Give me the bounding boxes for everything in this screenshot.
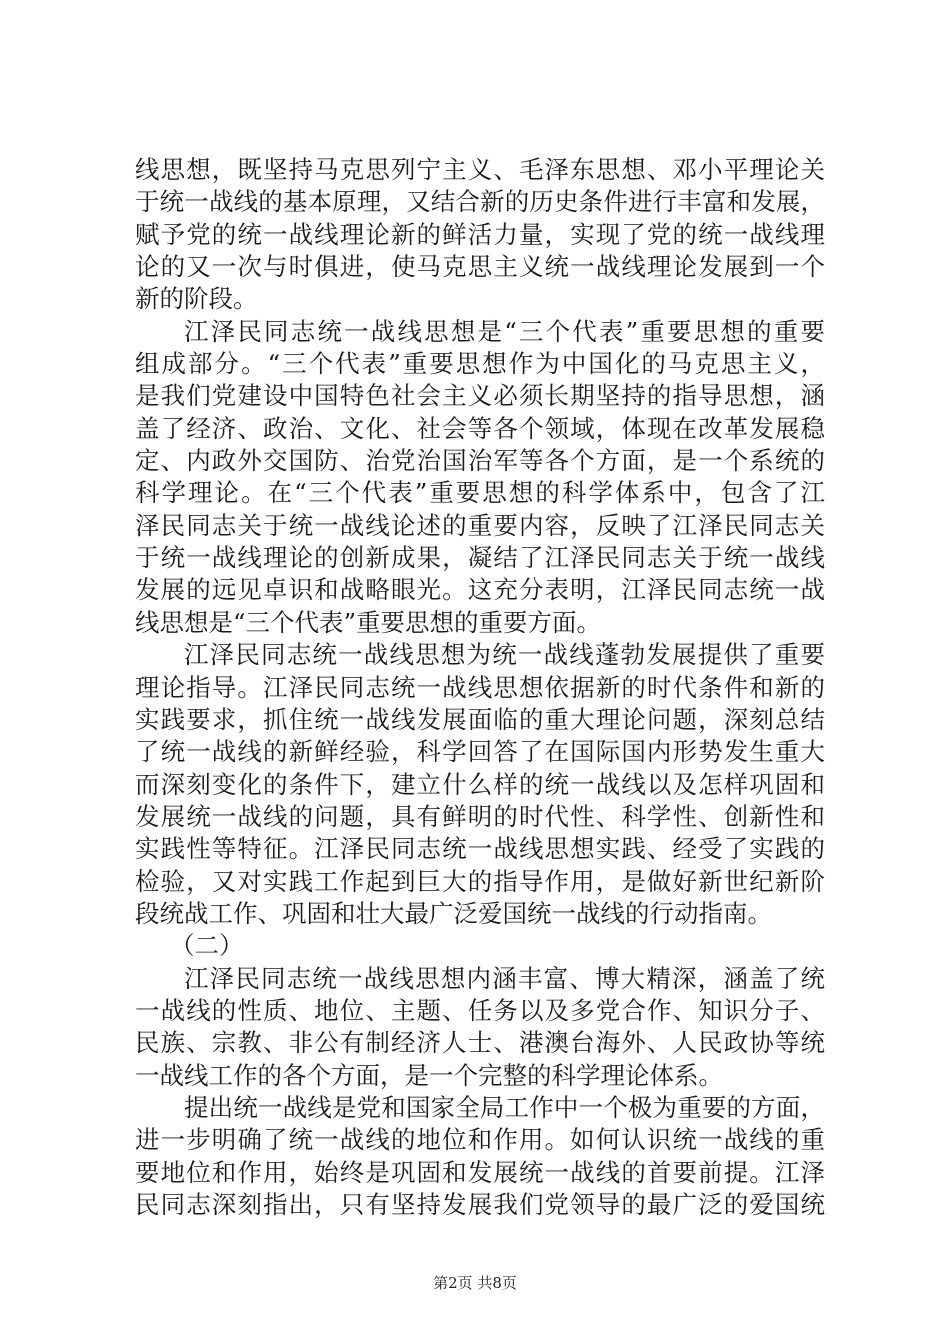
text-line: 定、内政外交国防、治党治国治军等各个方面，是一个系统的 (135, 446, 825, 476)
text-line: 一战线的性质、地位、主题、任务以及多党合作、知识分子、 (135, 995, 825, 1025)
text-line: 提出统一战线是党和国家全局工作中一个极为重要的方面， (184, 1092, 825, 1122)
text-line: 江泽民同志统一战线思想为统一战线蓬勃发展提供了重要 (184, 640, 825, 670)
text-line: 而深刻变化的条件下，建立什么样的统一战线以及怎样巩固和 (135, 769, 825, 799)
text-line: 江泽民同志统一战线思想是“三个代表”重要思想的重要 (184, 316, 825, 346)
text-line: 组成部分。“三个代表”重要思想作为中国化的马克思主义， (135, 349, 825, 379)
text-line: 要地位和作用，始终是巩固和发展统一战线的首要前提。江泽 (135, 1157, 825, 1187)
text-line: 民同志深刻指出，只有坚持发展我们党领导的最广泛的爱国统 (135, 1190, 825, 1219)
body-text (135, 154, 825, 1221)
text-line: 发展的远见卓识和战略眼光。这充分表明，江泽民同志统一战 (135, 575, 825, 605)
text-line: 进一步明确了统一战线的地位和作用。如何认识统一战线的重 (135, 1125, 825, 1155)
text-line: 实践性等特征。江泽民同志统一战线思想实践、经受了实践的 (135, 834, 825, 864)
text-line: 江泽民同志统一战线思想内涵丰富、博大精深，涵盖了统 (184, 963, 825, 993)
text-line: 科学理论。在“三个代表”重要思想的科学体系中，包含了江 (135, 478, 825, 508)
text-line: 一战线工作的各个方面，是一个完整的科学理论体系。 (135, 1060, 723, 1090)
text-line: 盖了经济、政治、文化、社会等各个领域，体现在改革发展稳 (135, 413, 825, 443)
text-line: 论的又一次与时俱进，使马克思主义统一战线理论发展到一个 (135, 252, 825, 282)
text-line: 发展统一战线的问题，具有鲜明的时代性、科学性、创新性和 (135, 801, 825, 831)
text-line: 理论指导。江泽民同志统一战线思想依据新的时代条件和新的 (135, 672, 825, 702)
section-heading: （二） (170, 931, 244, 961)
page-footer: 第2页 共8页 (433, 1274, 517, 1292)
text-line: 民族、宗教、非公有制经济人士、港澳台海外、人民政协等统 (135, 1028, 825, 1058)
text-line: 段统战工作、巩固和壮大最广泛爱国统一战线的行动指南。 (135, 898, 772, 928)
text-line: 是我们党建设中国特色社会主义必须长期坚持的指导思想，涵 (135, 381, 825, 411)
text-line: 泽民同志关于统一战线论述的重要内容，反映了江泽民同志关 (135, 510, 825, 540)
text-line: 线思想是“三个代表”重要思想的重要方面。 (135, 607, 602, 637)
text-line: 线思想，既坚持马克思列宁主义、毛泽东思想、邓小平理论关 (135, 155, 825, 184)
text-line: 新的阶段。 (135, 284, 258, 314)
text-line: 实践要求，抓住统一战线发展面临的重大理论问题，深刻总结 (135, 704, 825, 734)
text-line: 于统一战线理论的创新成果，凝结了江泽民同志关于统一战线 (135, 543, 825, 573)
text-line: 了统一战线的新鲜经验，科学回答了在国际国内形势发生重大 (135, 737, 825, 767)
text-line: 赋予党的统一战线理论新的鲜活力量，实现了党的统一战线理 (135, 219, 825, 249)
text-line: 检验，又对实践工作起到巨大的指导作用，是做好新世纪新阶 (135, 866, 825, 896)
text-line: 于统一战线的基本原理，又结合新的历史条件进行丰富和发展， (135, 187, 825, 217)
